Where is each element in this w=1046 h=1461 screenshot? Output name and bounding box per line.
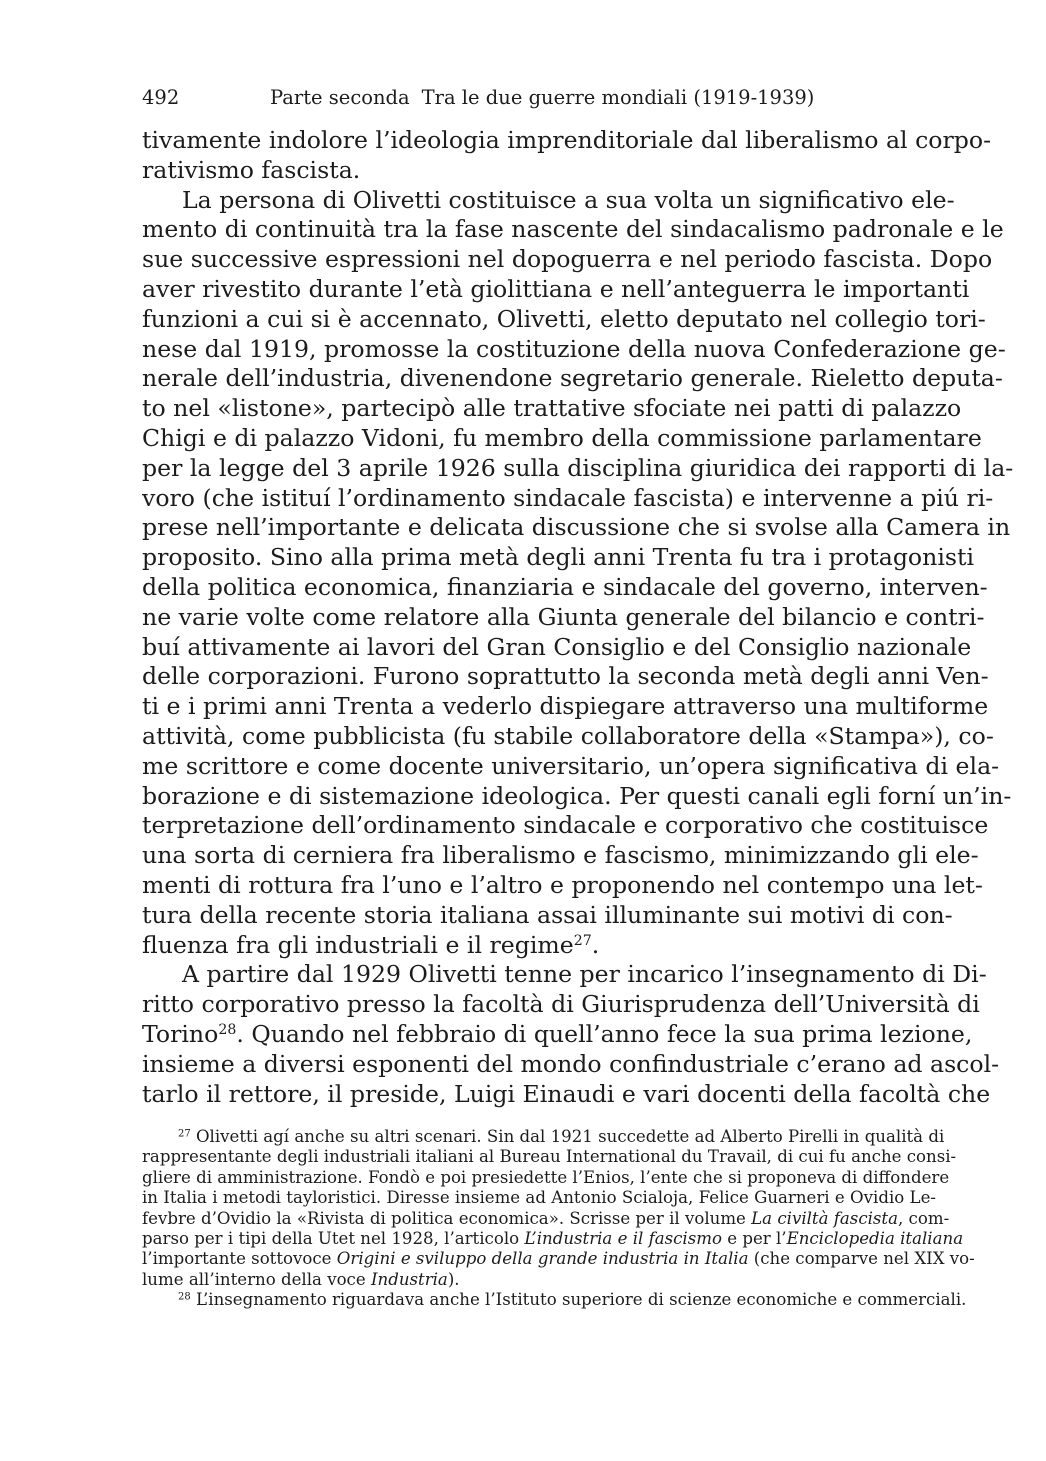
text-segment: aver rivestito durante l’età giolittiana e nell’anteguerra le importanti [142, 274, 970, 303]
text-line [142, 513, 1011, 543]
footnote-line [142, 1188, 936, 1208]
text-line [142, 1079, 991, 1110]
text-segment: insieme a diversi esponenti del mondo confindustriale c’erano ad ascol- [142, 1049, 1000, 1078]
text-segment: voro (che istituí l’ordinamento sindacale fascista) e intervenne a piú ri- [142, 483, 994, 512]
footnote-line [142, 1249, 975, 1269]
text-segment: nese dal 1919, promosse la costituzione della nuova Confederazione ge- [142, 334, 1006, 363]
footnote-text: e per l’ [721, 1228, 787, 1248]
text-line [142, 960, 987, 990]
text-segment: ti e i primi anni Trenta a vederlo dispiegare attraverso una multiforme [142, 692, 989, 721]
text-line [142, 245, 993, 275]
chapter-title: Tra le due guerre mondiali (1919-1939) [421, 86, 815, 109]
text-line [142, 423, 982, 454]
text-segment: sue successive espressioni nel dopoguerra e nel periodo fascista. Dopo [142, 245, 993, 274]
text-segment: mento di continuità tra la fase nascente del sindacalismo padronale e le [142, 215, 1004, 244]
text-line [142, 334, 1006, 365]
text-line [142, 990, 980, 1020]
text-segment: tivamente indolore l’ideologia imprenditoriale dal liberalismo al corpo- [142, 126, 992, 154]
text-segment: me scrittore e come docente universitario, un’opera significativa di ela- [142, 751, 1000, 780]
footnote-text: , com- [898, 1208, 950, 1228]
footnotes [142, 1127, 975, 1311]
text-line [142, 274, 970, 305]
text-line [142, 543, 975, 573]
text-segment: rativismo fascista. [142, 155, 361, 184]
footnote-text: in Italia i metodi tayloristici. Diresse insieme ad Antonio Scialoja, Felice Guarneri e Ovidio Le- [142, 1188, 936, 1208]
italic-title: L’industria e il fascismo [524, 1228, 722, 1248]
text-segment: attività, come pubblicista (fu stabile collaboratore della «Stampa»), co- [142, 721, 994, 750]
footnote-line [142, 1147, 957, 1167]
text-line [142, 811, 989, 841]
text-line [142, 1019, 973, 1050]
footnote-line [142, 1127, 945, 1147]
footnote-text: ). [447, 1269, 460, 1289]
italic-title: La civiltà fascista [751, 1208, 898, 1228]
text-segment: buí attivamente ai lavori del Gran Consiglio e del Consiglio nazionale [142, 632, 972, 661]
body-text [142, 126, 1014, 1109]
text-line [142, 632, 972, 663]
text-segment: A partire dal 1929 Olivetti tenne per incarico l’insegnamento di Di- [182, 960, 987, 989]
footnote-ref: 28 [218, 1022, 237, 1039]
text-segment: ne varie volte come relatore alla Giunta generale del bilancio e contri- [142, 602, 985, 631]
footnote-line [142, 1167, 950, 1188]
footnote-text: fevbre d’Ovidio la «Rivista di politica economica». Scrisse per il volume [142, 1208, 752, 1228]
text-segment: ritto corporativo presso la facoltà di Giurisprudenza dell’Università di [142, 990, 980, 1019]
running-head [142, 86, 814, 110]
text-segment: . [591, 930, 600, 959]
text-line [142, 364, 1003, 394]
footnote-text: Olivetti agí anche su altri scenari. Sin dal 1921 succedette ad Alberto Pirelli in qualità di [190, 1127, 945, 1146]
text-line [142, 841, 979, 871]
text-segment: fluenza fra gli industriali e il regime [142, 930, 574, 959]
text-line [142, 185, 955, 216]
part-title: Parte seconda [270, 86, 410, 109]
footnote-line [142, 1228, 964, 1249]
footnote-line [142, 1270, 936, 1290]
text-segment: menti di rottura fra l’uno e l’altro e proponendo nel contempo una let- [142, 870, 983, 899]
text-line [142, 483, 994, 514]
text-line [142, 304, 986, 335]
text-segment: proposito. Sino alla prima metà degli anni Trenta fu tra i protagonisti [142, 543, 975, 572]
text-line [142, 900, 953, 931]
text-line [142, 126, 992, 156]
text-line [142, 721, 994, 752]
text-segment: terpretazione dell’ordinamento sindacale e corporativo che costituisce [142, 811, 989, 840]
text-segment: per la legge del 3 aprile 1926 sulla disciplina giuridica dei rapporti di la- [142, 453, 1014, 482]
text-line [142, 156, 936, 186]
footnote-line [142, 1208, 950, 1229]
text-line [142, 931, 936, 961]
footnote-line [142, 1290, 967, 1310]
footnote-text: l’importante sottovoce [142, 1249, 337, 1269]
text-line [142, 870, 983, 901]
page-number: 492 [142, 86, 180, 109]
italic-title: Industria [370, 1269, 448, 1289]
text-segment: to nel «listone», partecipò alle trattative sfociate nei patti di palazzo [142, 394, 962, 423]
text-line [142, 394, 962, 424]
text-line [142, 215, 1004, 245]
text-segment: . Quando nel febbraio di quell’anno fece la sua prima lezione, [236, 1019, 973, 1048]
text-line [142, 781, 1012, 812]
text-segment: borazione e di sistemazione ideologica. Per questi canali egli forní un’in- [142, 781, 1012, 810]
text-line [142, 662, 989, 692]
text-segment: nerale dell’industria, divenendone segretario generale. Rieletto deputa- [142, 364, 1003, 393]
italic-title: Origini e sviluppo della grande industria in Italia [336, 1249, 749, 1269]
footnote-text: lume all’interno della voce [142, 1269, 371, 1289]
italic-title: Enciclopedia italiana [786, 1228, 964, 1248]
footnote-number: 28 [178, 1291, 191, 1303]
text-line [142, 453, 1014, 484]
text-segment: funzioni a cui si è accennato, Olivetti, eletto deputato nel collegio tori- [142, 304, 986, 333]
text-segment: una sorta di cerniera fra liberalismo e fascismo, minimizzando gli ele- [142, 841, 979, 870]
text-segment: tarlo il rettore, il preside, Luigi Einaudi e vari docenti della facoltà che [142, 1079, 991, 1108]
footnote-text: gliere di amministrazione. Fondò e poi presiedette l’Enios, l’ente che si proponeva di diffondere [142, 1167, 950, 1187]
text-segment: della politica economica, finanziaria e sindacale del governo, interven- [142, 572, 988, 601]
text-segment: Torino [142, 1019, 219, 1048]
footnote-text: L’insegnamento riguardava anche l’Istituto superiore di scienze economiche e commerciali. [190, 1290, 967, 1310]
text-segment: Chigi e di palazzo Vidoni, fu membro della commissione parlamentare [142, 423, 982, 452]
text-segment: prese nell’importante e delicata discussione che si svolse alla Camera in [142, 513, 1011, 542]
footnote-ref: 27 [573, 932, 592, 949]
text-segment: delle corporazioni. Furono soprattutto la seconda metà degli anni Ven- [142, 662, 989, 691]
text-line [142, 1049, 1000, 1080]
text-segment: tura della recente storia italiana assai illuminante sui motivi di con- [142, 900, 953, 929]
text-line [142, 751, 1000, 782]
text-line [142, 602, 985, 633]
footnote-number: 27 [178, 1128, 191, 1140]
text-segment: La persona di Olivetti costituisce a sua volta un significativo ele- [182, 185, 955, 214]
text-line [142, 572, 988, 603]
text-line [142, 692, 989, 722]
footnote-text: rappresentante degli industriali italiani al Bureau International du Travail, di cui fu anche consi- [142, 1147, 957, 1167]
footnote-text: (che comparve nel XIX vo- [748, 1249, 975, 1269]
footnote-text: parso per i tipi della Utet nel 1928, l’articolo [142, 1228, 525, 1248]
